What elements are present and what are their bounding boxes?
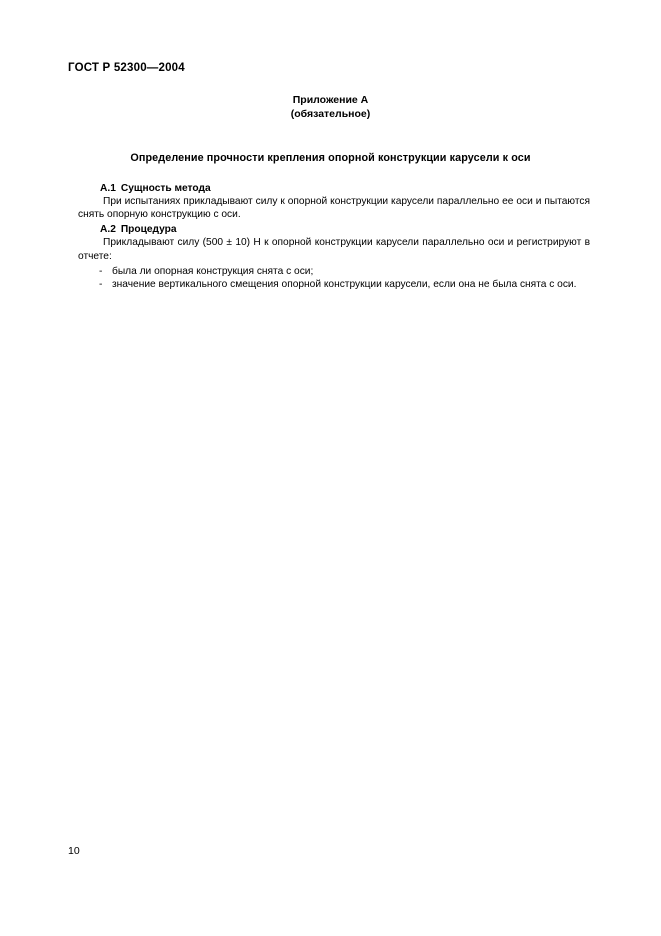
section-title-a2: Процедура	[120, 224, 177, 236]
annex-title: Определение прочности крепления опорной конструкции карусели к оси	[130, 152, 531, 164]
list-item-text: значение вертикального смещения опорной конструкции карусели, если она не была снята с оси.	[112, 279, 577, 291]
annex-label: Приложение А	[292, 94, 369, 106]
annex-heading-block	[0, 93, 661, 121]
annex-status: (обязательное)	[290, 108, 371, 120]
section-body-a2: Прикладывают силу (500 ± 10) Н к опорной конструкции карусели параллельно оси и регистрируют в отчете:	[78, 237, 590, 262]
document-body	[78, 183, 590, 292]
running-head: ГОСТ Р 52300—2004	[68, 62, 185, 74]
section-title-a1: Сущность метода	[120, 183, 211, 194]
section-body-a1: При испытаниях прикладывают силу к опорной конструкции карусели параллельно ее оси и пытаются снять опорную конструкцию с оси.	[78, 196, 590, 221]
section-number-a2: А.2	[100, 224, 116, 236]
list-item	[78, 278, 590, 291]
list-item-text: была ли опорная конструкция снята с оси;	[112, 265, 314, 277]
page-number: 10	[68, 845, 80, 857]
section-number-a1: А.1	[100, 183, 116, 194]
procedure-report-list	[78, 265, 590, 292]
list-item	[78, 265, 590, 278]
section-heading-a1	[78, 183, 590, 194]
bullet-dash-icon: -	[99, 279, 103, 291]
section-heading-a2	[78, 224, 590, 235]
bullet-dash-icon: -	[99, 265, 103, 277]
